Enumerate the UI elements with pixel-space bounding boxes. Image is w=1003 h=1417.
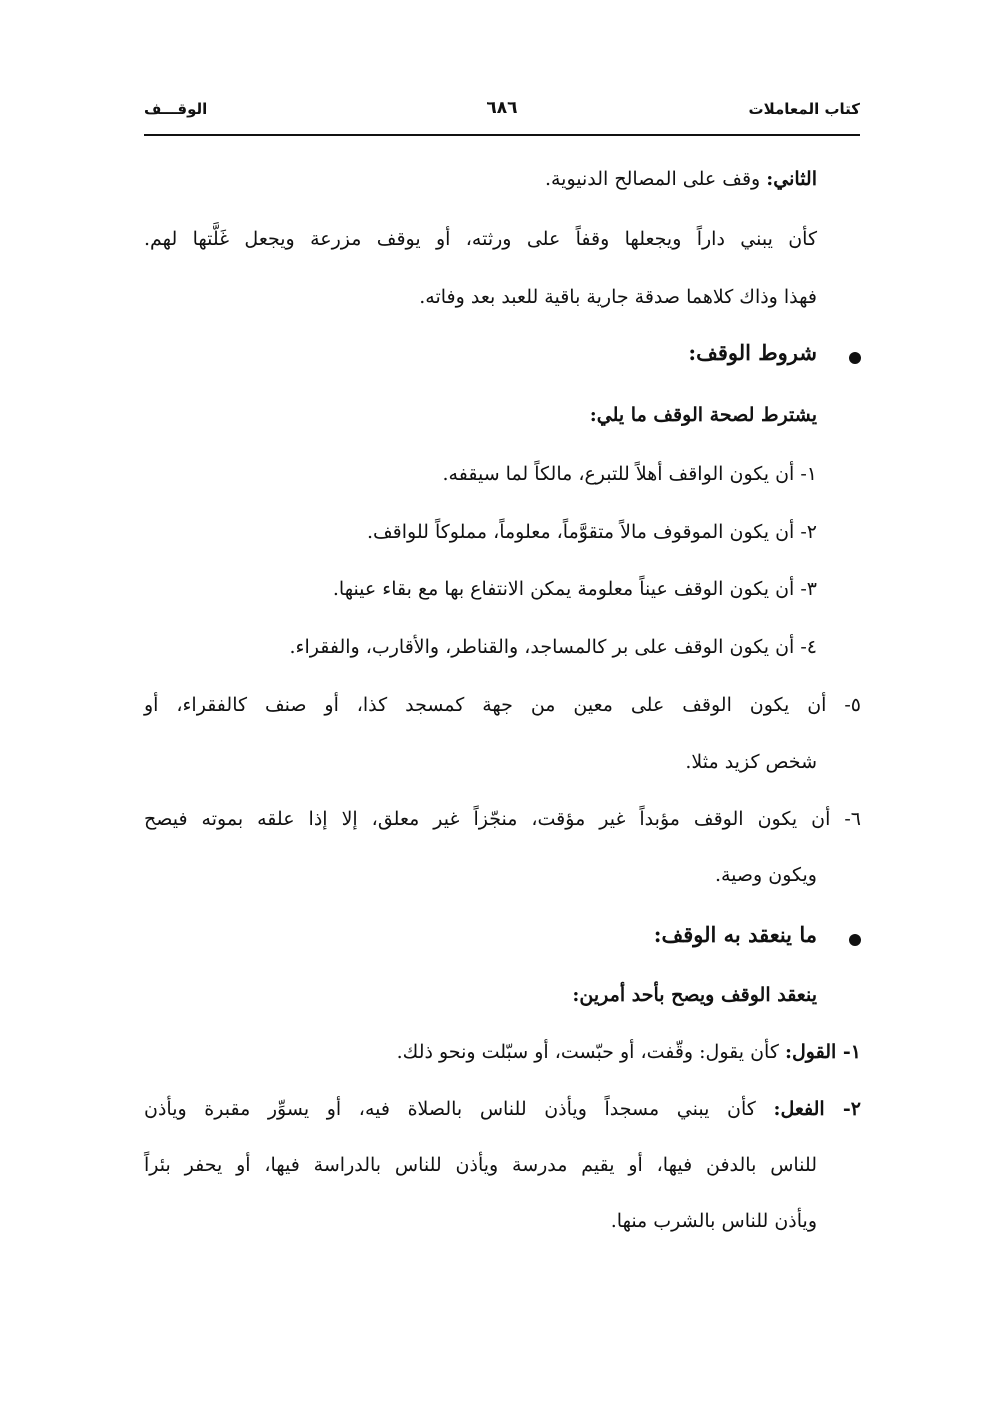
formation-item-2-label: ٢- الفعل: <box>773 1098 861 1120</box>
chapter-title: الوقـــف <box>144 100 208 118</box>
second-text: وقف على المصالح الدنيوية. <box>544 168 761 190</box>
condition-item-4: ٤- أن يكون الوقف على بر كالمساجد، والقناطر، والأقارب، والفقراء. <box>289 636 817 658</box>
conclusion-line: فهذا وذاك كلاهما صدقة جارية باقية للعبد بعد وفاته. <box>419 286 817 308</box>
formation-item-1-text: كأن يقول: وقّفت، أو حبّست، أو سبّلت ونحو ذلك. <box>396 1041 779 1063</box>
formation-item-1 <box>397 1041 861 1063</box>
formation-lead: ينعقد الوقف ويصح بأحد أمرين: <box>572 984 817 1006</box>
bullet-icon <box>849 352 861 364</box>
running-header <box>144 96 860 126</box>
header-rule <box>144 134 860 136</box>
condition-item-6-line-2: ويكون وصية. <box>714 864 817 886</box>
formation-item-1-label: ١- القول: <box>784 1041 861 1063</box>
formation-item-2-line-3: ويأذن للناس بالشرب منها. <box>610 1210 817 1232</box>
formation-heading: ما ينعقد به الوقف: <box>653 922 817 947</box>
example-line: كأن يبني داراً ويجعلها وقفاً على ورثته، أو يوقف مزرعة ويجعل غَلَّتها لهم. <box>144 228 817 250</box>
page-number: ٦٨٦ <box>486 98 518 118</box>
condition-item-5-line-2: شخص كزيد مثلا. <box>685 751 817 773</box>
formation-item-2-line-1 <box>144 1098 861 1120</box>
second-category-line <box>545 168 817 190</box>
condition-item-5-line-1: ٥- أن يكون الوقف على معين من جهة كمسجد كذا، أو صنف كالفقراء، أو <box>144 694 861 716</box>
condition-item-1: ١- أن يكون الواقف أهلاً للتبرع، مالكاً لما سيقفه. <box>442 463 817 485</box>
condition-item-6-line-1: ٦- أن يكون الوقف مؤبداً غير مؤقت، منجّزاً غير معلق، إلا إذا علقه بموته فيصح <box>144 808 861 830</box>
bullet-icon <box>849 934 861 946</box>
conditions-heading: شروط الوقف: <box>688 340 817 365</box>
conditions-lead: يشترط لصحة الوقف ما يلي: <box>589 404 817 426</box>
book-title: كتاب المعاملات <box>748 100 860 118</box>
condition-item-3: ٣- أن يكون الوقف عيناً معلومة يمكن الانتفاع بها مع بقاء عينها. <box>332 578 817 600</box>
formation-item-2-text: كأن يبني مسجداً ويأذن للناس بالصلاة فيه، أو يسوِّر مقبرة ويأذن <box>144 1098 756 1120</box>
condition-item-2: ٢- أن يكون الموقوف مالاً متقوَّماً، معلوماً، مملوكاً للواقف. <box>366 521 817 543</box>
formation-item-2-line-2: للناس بالدفن فيها، أو يقيم مدرسة ويأذن للناس بالدراسة فيها، أو يحفر بئراً <box>144 1154 817 1176</box>
second-label: الثاني: <box>766 168 817 190</box>
